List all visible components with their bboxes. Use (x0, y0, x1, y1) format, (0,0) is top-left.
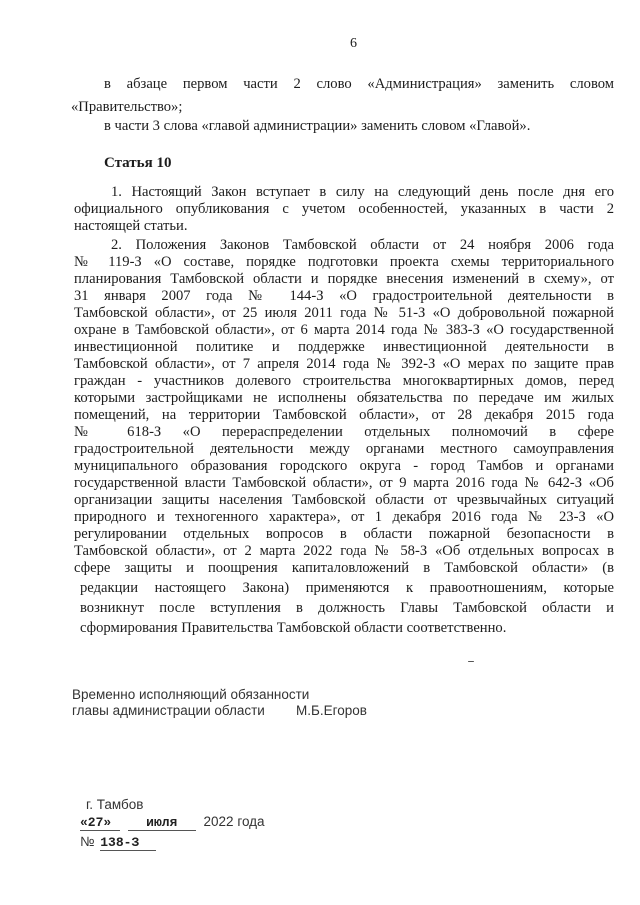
law-number-line (80, 834, 156, 851)
paragraph2-line: охране в Тамбовской области», от 6 марта 2014 года № 383-З «О государственной (74, 322, 614, 338)
paragraph2-line: помещений, на территории Тамбовской области», от 28 декабря 2015 года (74, 407, 614, 423)
paragraph2-line: 2. Положения Законов Тамбовской области от 24 ноября 2006 года (111, 237, 614, 253)
paragraph1-line: 1. Настоящий Закон вступает в силу на следующий день после дня его (111, 184, 614, 200)
paragraph2-line: граждан - участников долевого строительства многоквартирных домов, перед (74, 373, 614, 389)
paragraph2-line: градостроительной деятельности между органами местного самоуправления (74, 441, 614, 457)
paragraph2-line: № 119-З «О составе, порядке подготовки проекта схемы территориального (74, 254, 614, 270)
paragraph2-line: природного и техногенного характера», от 1 декабря 2016 года № 23-З «О (74, 509, 614, 525)
law-number: 138-З (100, 835, 156, 851)
paragraph2-line: Тамбовской области», от 7 апреля 2014 года № 392-З «О мерах по защите прав (74, 356, 614, 372)
city: г. Тамбов (86, 797, 144, 812)
paragraph2-line: муниципального образования городского округа - город Тамбов и органами (74, 458, 614, 474)
scan-mark (468, 661, 474, 662)
paragraph1-line: настоящей статьи. (74, 218, 188, 234)
paragraph2-line: государственной власти Тамбовской области», от 9 марта 2016 года № 642-З «Об (74, 475, 614, 491)
paragraph2-line: инвестиционной политике и поддержке инвестиционной деятельности в (74, 339, 614, 355)
signatory-name: М.Б.Егоров (296, 703, 367, 718)
intro-line: в части 3 слова «главой администрации» заменить словом «Главой». (104, 118, 531, 134)
date-day: «27» (80, 815, 120, 831)
paragraph2-line: планирования Тамбовской области и порядке внесения изменений в схему», от (74, 271, 614, 287)
paragraph2-line: № 618-З «О перераспределении отдельных полномочий в сфере (74, 424, 614, 440)
paragraph2-line: редакции настоящего Закона) применяются к правоотношениям, которые (80, 580, 614, 596)
signatory-title-line2: главы администрации области (72, 703, 265, 718)
paragraph2-line: сфере защиты и поощрения капиталовложений в Тамбовской области» (в (74, 560, 614, 576)
date-line (80, 814, 265, 831)
number-sign: № (80, 834, 95, 849)
paragraph2-line: регулировании отдельных вопросов в области пожарной безопасности в (74, 526, 614, 542)
paragraph2-line: Тамбовской области», от 2 марта 2022 года № 58-З «Об отдельных вопросах в (74, 543, 614, 559)
paragraph2-line: которыми застройщиками не исполнены обязательства по передаче им жилых (74, 390, 614, 406)
paragraph2-line: возникнут после вступления в должность Главы Тамбовской области и (80, 600, 614, 616)
paragraph2-line: сформирования Правительства Тамбовской области соответственно. (80, 620, 507, 636)
intro-line: в абзаце первом части 2 слово «Администрация» заменить словом (104, 76, 614, 92)
article-heading: Статья 10 (104, 155, 172, 171)
paragraph2-line: Тамбовской области», от 25 июля 2011 года № 51-З «О добровольной пожарной (74, 305, 614, 321)
intro-line: «Правительство»; (71, 99, 183, 115)
date-year: 2022 года (203, 814, 265, 829)
paragraph2-line: организации защиты населения Тамбовской области от чрезвычайных ситуаций (74, 492, 614, 508)
page-number: 6 (350, 36, 357, 51)
paragraph2-line: 31 января 2007 года № 144-З «О градостроительной деятельности в (74, 288, 614, 304)
paragraph1-line: официального опубликования с учетом особенностей, указанных в части 2 (74, 201, 614, 217)
date-month: июля (128, 815, 196, 831)
signatory-title-line1: Временно исполняющий обязанности (72, 687, 310, 702)
